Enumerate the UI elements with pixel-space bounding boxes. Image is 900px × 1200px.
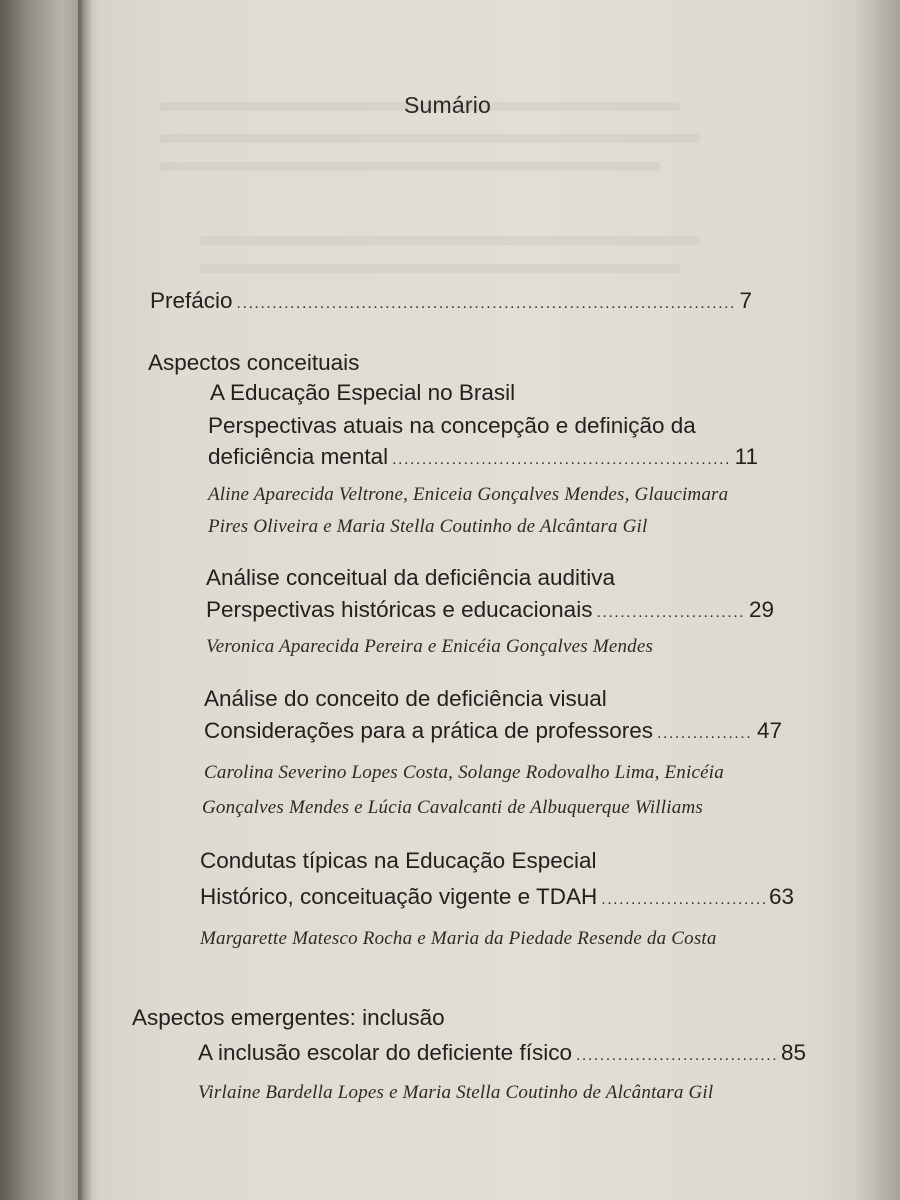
chapter-4-title-line-1: Condutas típicas na Educação Especial — [200, 848, 597, 873]
section-2-chapter-1-title: A inclusão escolar do deficiente físico — [198, 1040, 572, 1065]
chapter-2-title-line-1: Análise conceitual da deficiência auditiva — [206, 565, 616, 590]
preface-page-number: 7 — [739, 288, 752, 313]
toc-entry-section-2-chapter-1 — [198, 1040, 806, 1066]
chapter-3-authors-line-1: Carolina Severino Lopes Costa, Solange Rodovalho Lima, Enicéia — [204, 762, 724, 783]
section-heading-1: Aspectos conceituais — [148, 350, 360, 375]
chapter-1-page-number: 11 — [734, 444, 758, 469]
chapter-1-authors-line-1: Aline Aparecida Veltrone, Eniceia Gonçalves Mendes, Glaucimara — [208, 484, 729, 505]
section-heading-2: Aspectos emergentes: inclusão — [132, 1005, 445, 1030]
chapter-2-authors-line-1: Veronica Aparecida Pereira e Enicéia Gonçalves Mendes — [206, 636, 654, 657]
toc-entry-chapter-3 — [204, 718, 782, 744]
chapter-1-title-line-3: deficiência mental — [208, 444, 389, 469]
chapter-4-page-number: 63 — [768, 884, 794, 909]
dot-leader — [657, 725, 753, 743]
chapter-3-title-line-1: Análise do conceito de deficiência visual — [204, 686, 607, 711]
chapter-1-title-line-2: Perspectivas atuais na concepção e definição da — [208, 413, 696, 438]
chapter-3-authors-line-2: Gonçalves Mendes e Lúcia Cavalcanti de Albuquerque Williams — [202, 797, 703, 818]
dot-leader — [237, 295, 736, 313]
preface-label: Prefácio — [150, 288, 233, 313]
chapter-2-title-line-2: Perspectivas históricas e educacionais — [206, 597, 593, 622]
toc-entry-chapter-2 — [206, 597, 774, 623]
chapter-3-page-number: 47 — [756, 718, 782, 743]
dot-leader — [601, 891, 765, 909]
toc-entry-chapter-4 — [200, 884, 794, 910]
chapter-1-authors-line-2: Pires Oliveira e Maria Stella Coutinho de Alcântara Gil — [208, 516, 648, 537]
toc-entry-preface — [150, 288, 752, 314]
chapter-3-title-line-2: Considerações para a prática de professores — [204, 718, 654, 743]
section-2-chapter-1-page-number: 85 — [780, 1040, 806, 1065]
toc-title: Sumário — [404, 92, 492, 118]
chapter-2-page-number: 29 — [748, 597, 774, 622]
chapter-1-title-line-1: A Educação Especial no Brasil — [210, 380, 516, 405]
dot-leader — [392, 451, 731, 469]
chapter-4-title-line-2: Histórico, conceituação vigente e TDAH — [200, 884, 598, 909]
dot-leader — [596, 604, 745, 622]
dot-leader — [576, 1047, 777, 1065]
section-2-chapter-1-authors: Virlaine Bardella Lopes e Maria Stella Coutinho de Alcântara Gil — [198, 1082, 714, 1103]
toc-entry-chapter-1 — [208, 444, 758, 470]
chapter-4-authors-line-1: Margarette Matesco Rocha e Maria da Piedade Resende da Costa — [200, 928, 717, 949]
